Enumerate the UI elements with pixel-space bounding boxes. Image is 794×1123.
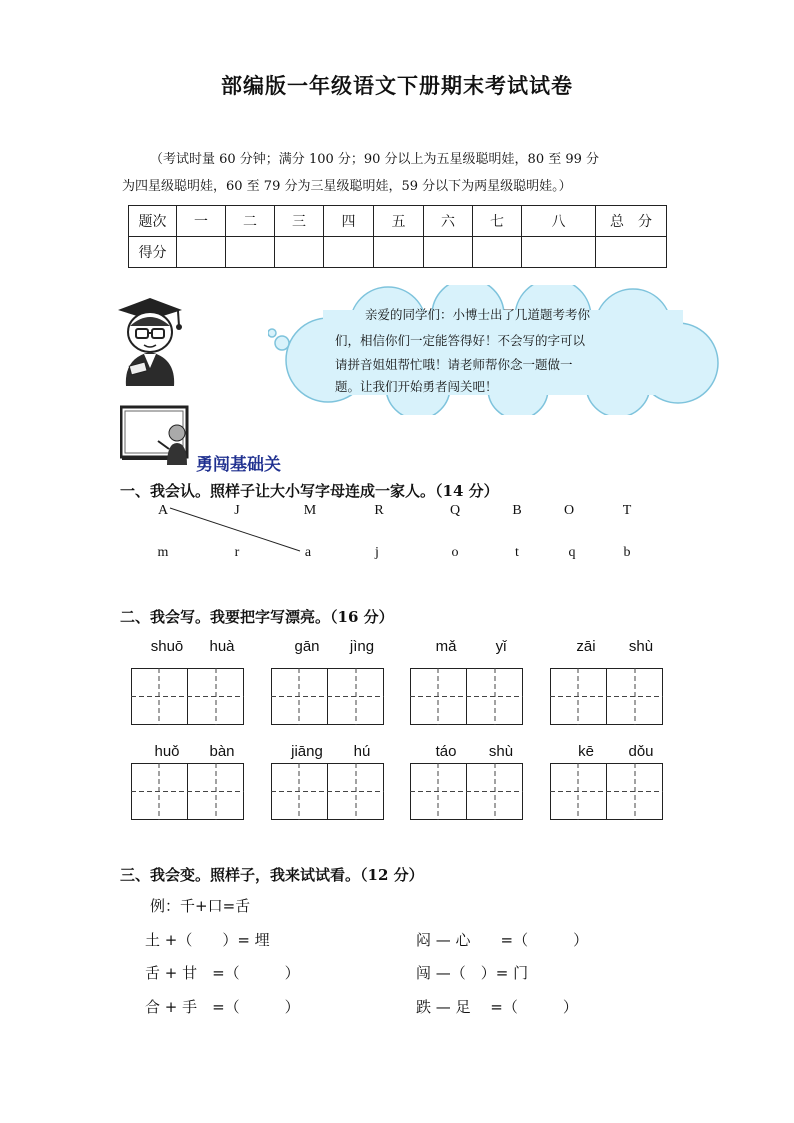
exam-note-line2: 为四星级聪明娃，60 至 79 分为三星级聪明娃，59 分以下为两星级聪明娃。） (122, 179, 572, 194)
pinyin-label: yǐ (495, 638, 507, 655)
pinyin-label: hú (353, 743, 371, 760)
score-header-cell: 一 (177, 206, 226, 237)
score-header-cell: 五 (374, 206, 424, 237)
pinyin-label: kē (578, 743, 594, 760)
tianzige-grid[interactable] (550, 668, 664, 726)
upper-letter: B (512, 503, 522, 518)
doctor-cartoon-icon (112, 296, 187, 388)
score-cell[interactable] (226, 237, 275, 268)
tianzige-grid[interactable] (550, 763, 664, 821)
pinyin-label: gān (294, 638, 320, 655)
bubble-line: 亲爱的同学们：小博士出了几道题考考你 (365, 307, 591, 322)
score-cell[interactable] (424, 237, 473, 268)
q3-right-item[interactable]: 闯 —（ ）= 门 (416, 964, 529, 982)
score-header-cell: 二 (226, 206, 275, 237)
lower-letter: q (568, 545, 576, 560)
upper-letter: O (563, 503, 575, 518)
score-header-cell: 三 (275, 206, 324, 237)
example-connect-line (160, 505, 310, 555)
section-title: 勇闯基础关 (196, 455, 281, 475)
score-header-cell: 总 分 (596, 206, 667, 237)
score-header-cell: 六 (424, 206, 473, 237)
page-title: 部编版一年级语文下册期末考试试卷 (221, 73, 573, 98)
q3-left-item[interactable]: 合 + 手 =（ ） (145, 998, 300, 1016)
bubble-line: 们，相信你们一定能答得好！不会写的字可以 (335, 333, 586, 348)
pinyin-label: jiāng (291, 743, 323, 760)
pinyin-label: huà (209, 638, 235, 655)
upper-letter: A (157, 503, 169, 518)
tianzige-grid[interactable] (131, 668, 245, 726)
lower-letter: a (304, 545, 312, 560)
pinyin-label: shuō (150, 638, 184, 655)
upper-letter: Q (449, 503, 461, 518)
q3-left-item[interactable]: 舌 + 甘 =（ ） (145, 964, 300, 982)
score-cell[interactable] (275, 237, 324, 268)
pinyin-label: jìng (349, 638, 375, 655)
score-cell[interactable] (596, 237, 667, 268)
score-header-cell: 八 (522, 206, 596, 237)
pinyin-label: mǎ (435, 638, 457, 655)
q1-heading: 一、我会认。照样子让大小写字母连成一家人。（14 分） (120, 482, 499, 500)
lower-letter: r (234, 545, 240, 560)
pinyin-label: dǒu (628, 743, 654, 760)
lower-letter: o (451, 545, 459, 560)
score-cell[interactable] (522, 237, 596, 268)
score-header-cell: 七 (473, 206, 522, 237)
upper-letter: J (234, 503, 240, 518)
pinyin-label: shù (628, 638, 654, 655)
q3-example: 例：千+口=舌 (150, 897, 251, 915)
upper-letter: T (622, 503, 632, 518)
tianzige-grid[interactable] (131, 763, 245, 821)
tianzige-grid[interactable] (271, 763, 385, 821)
upper-letter: M (303, 503, 317, 518)
score-cell[interactable] (324, 237, 374, 268)
bubble-line: 请拼音姐姐帮忙哦！请老师帮你念一题做一 (335, 357, 573, 372)
score-cell[interactable] (177, 237, 226, 268)
tianzige-grid[interactable] (410, 668, 524, 726)
upper-letter: R (374, 503, 384, 518)
exam-note-line1: （考试时量 60 分钟；满分 100 分；90 分以上为五星级聪明娃，80 至 99 分 (150, 152, 600, 167)
pinyin-label: shù (488, 743, 514, 760)
score-table (128, 205, 667, 268)
score-table-score-row (129, 237, 667, 268)
lower-letter: j (375, 545, 379, 560)
q3-right-item[interactable]: 跌 — 足 =（ ） (416, 998, 578, 1016)
tianzige-grid[interactable] (410, 763, 524, 821)
score-cell[interactable] (374, 237, 424, 268)
score-cell[interactable] (473, 237, 522, 268)
lower-letter: m (157, 545, 169, 560)
q3-heading: 三、我会变。照样子，我来试试看。（12 分） (120, 866, 424, 884)
lower-letter: t (515, 545, 519, 560)
lower-letter: b (623, 545, 631, 560)
q2-heading: 二、我会写。我要把字写漂亮。（16 分） (120, 608, 394, 626)
score-header-cell: 题次 (129, 206, 177, 237)
score-row-label: 得分 (129, 237, 177, 268)
pinyin-label: zāi (576, 638, 596, 655)
score-header-cell: 四 (324, 206, 374, 237)
score-table-header-row (129, 206, 667, 237)
q3-left-item[interactable]: 土 +（ ）= 埋 (145, 931, 270, 949)
blackboard-teacher-icon (120, 405, 196, 467)
pinyin-label: táo (435, 743, 457, 760)
q3-right-item[interactable]: 闷 — 心 =（ ） (416, 931, 589, 949)
pinyin-label: bàn (209, 743, 235, 760)
pinyin-label: huǒ (154, 743, 180, 760)
tianzige-grid[interactable] (271, 668, 385, 726)
bubble-line: 题。让我们开始勇者闯关吧！ (335, 379, 498, 394)
